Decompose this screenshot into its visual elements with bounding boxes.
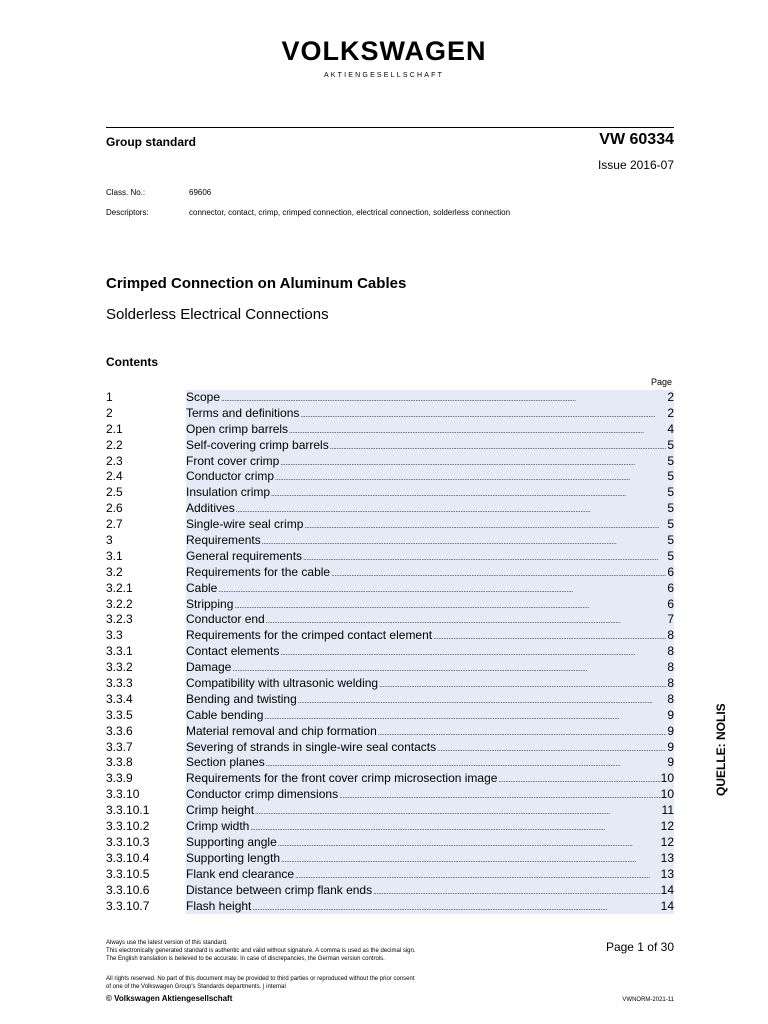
brand-logo [0,36,768,79]
toc-dot-leader [294,867,661,883]
toc-row [106,867,674,883]
toc-page-number: 5 [667,469,674,484]
toc-section-number: 3.3.1 [106,644,133,659]
toc-entry-title: Flash height [186,898,252,913]
document-number: VW 60334 [599,131,674,148]
toc-row [106,454,674,470]
descriptors-value: connector, contact, crimp, crimped connection, electrical connection, solderless connection [189,208,511,217]
toc-row [106,501,674,517]
toc-page-number: 14 [660,882,674,897]
toc-dot-leader [288,422,666,438]
toc-entry-title: Section planes [186,755,265,770]
toc-entry-title: Conductor end [186,612,265,627]
toc-row [106,851,674,867]
document-subtitle: Solderless Electrical Connections [106,306,329,323]
toc-entry-link[interactable] [186,899,674,915]
toc-page-number: 8 [667,660,674,675]
toc-entry-title: Crimp width [186,819,250,834]
descriptors-label: Descriptors: [106,208,149,217]
toc-entry-link[interactable] [186,676,674,692]
footer-note-authentic: This electronically generated standard is authentic and valid without signature. A comma is used as the decimal sign. [106,948,416,954]
source-side-label: QUELLE: NOLIS [714,703,728,796]
toc-entry-link[interactable] [186,644,674,660]
toc-entry-title: Open crimp barrels [186,421,289,436]
toc-section-number: 2.6 [106,501,123,516]
footer-note-latest: Always use the latest version of this standard. [106,940,228,946]
footer-rights-1: All rights reserved. No part of this document may be provided to third parties or reproduced without the prior consent [106,976,415,982]
toc-entry-title: Front cover crimp [186,453,280,468]
toc-entry-title: Scope [186,390,221,404]
toc-page-number: 8 [667,628,674,643]
toc-row [106,581,674,597]
page-indicator: Page 1 of 30 [605,940,674,954]
toc-section-number: 2.1 [106,421,123,436]
toc-dot-leader [497,771,660,787]
toc-dot-leader [274,469,666,485]
toc-entry-title: Requirements for the cable [186,564,331,579]
toc-entry-link[interactable] [186,485,674,501]
toc-dot-leader [432,628,666,644]
toc-section-number: 3.3.10.6 [106,882,150,897]
toc-section-number: 3.2 [106,564,123,579]
document-issue: Issue 2016-07 [597,158,674,172]
toc-page-number: 5 [667,548,674,563]
toc-entry-title: Self-covering crimp barrels [186,437,329,452]
toc-section-number: 2.3 [106,453,123,468]
toc-row [106,485,674,501]
toc-dot-leader [338,787,661,803]
toc-dot-leader [270,485,666,501]
page-column-label: Page [650,377,672,387]
toc-page-number: 9 [667,739,674,754]
toc-section-number: 3.3.3 [106,676,133,691]
toc-dot-leader [217,581,666,597]
toc-entry-link[interactable] [186,597,674,613]
toc-dot-leader [277,835,661,851]
toc-entry-link[interactable] [186,581,674,597]
toc-dot-leader [265,755,666,771]
toc-page-number: 7 [667,612,674,627]
document-type: Group standard [106,135,197,149]
toc-page-number: 2 [667,405,674,420]
toc-row [106,597,674,613]
toc-entry-link[interactable] [186,628,674,644]
toc-page-number: 4 [667,421,674,436]
toc-page-number: 5 [667,517,674,532]
toc-entry-link[interactable] [186,867,674,883]
toc-section-number: 2 [106,405,113,420]
toc-dot-leader [220,390,666,406]
toc-row [106,740,674,756]
header-rule [106,127,674,128]
toc-row [106,644,674,660]
toc-page-number: 9 [667,707,674,722]
toc-page-number: 5 [667,453,674,468]
toc-entry-title: Requirements for the crimped contact element [186,628,433,643]
toc-entry-title: Conductor crimp dimensions [186,787,339,802]
toc-section-number: 3.3.2 [106,660,133,675]
toc-page-number: 5 [667,501,674,516]
toc-row [106,755,674,771]
toc-row [106,533,674,549]
footer-copyright: © Volkswagen Aktiengesellschaft [106,994,233,1003]
document-title: Crimped Connection on Aluminum Cables [106,275,407,292]
toc-dot-leader [261,533,666,549]
toc-page-number: 9 [667,755,674,770]
toc-section-number: 3.3.10.4 [106,850,150,865]
toc-section-number: 3.2.1 [106,580,133,595]
toc-dot-leader [299,406,666,422]
toc-section-number: 3.3.9 [106,771,133,786]
toc-row [106,390,674,406]
toc-section-number: 3 [106,533,113,548]
toc-entry-link[interactable] [186,469,674,485]
toc-section-number: 2.2 [106,437,123,452]
toc-entry-link[interactable] [186,454,674,470]
toc-entry-title: Terms and definitions [186,405,300,420]
toc-entry-title: Cable [186,580,218,595]
toc-dot-leader [254,803,662,819]
toc-row [106,724,674,740]
toc-entry-title: Single-wire seal crimp [186,517,304,532]
toc-row [106,708,674,724]
toc-dot-leader [303,517,666,533]
toc-entry-link[interactable] [186,422,674,438]
toc-entry-title: Crimp height [186,803,255,818]
toc-row [106,819,674,835]
toc-entry-title: General requirements [186,548,303,563]
toc-row [106,517,674,533]
toc-entry-title: Distance between crimp flank ends [186,882,373,897]
toc-page-number: 12 [660,834,674,849]
toc-dot-leader [251,899,660,915]
toc-row [106,692,674,708]
toc-entry-link[interactable] [186,692,674,708]
toc-page-number: 8 [667,644,674,659]
toc-dot-leader [263,708,666,724]
toc-entry-title: Conductor crimp [186,469,275,484]
toc-row [106,835,674,851]
toc-entry-title: Cable bending [186,707,264,722]
toc-entry-title: Contact elements [186,644,280,659]
toc-section-number: 3.2.3 [106,612,133,627]
toc-entry-link[interactable] [186,517,674,533]
form-code: VWNORM-2021-11 [622,997,674,1003]
toc-dot-leader [249,819,660,835]
toc-dot-leader [279,644,666,660]
toc-entry-link[interactable] [186,501,674,517]
toc-dot-leader [297,692,666,708]
toc-entry-link[interactable] [186,565,674,581]
contents-heading: Contents [106,355,158,369]
toc-dot-leader [302,549,666,565]
toc-row [106,660,674,676]
toc-section-number: 3.3.6 [106,723,133,738]
toc-row [106,438,674,454]
toc-dot-leader [436,740,666,756]
toc-entry-link[interactable] [186,787,674,803]
toc-entry-title: Compatibility with ultrasonic welding [186,676,379,691]
toc-page-number: 9 [667,723,674,738]
toc-section-number: 3.3.4 [106,691,133,706]
toc-section-number: 3.3.10.5 [106,866,150,881]
toc-row [106,628,674,644]
toc-entry-link[interactable] [186,660,674,676]
toc-entry-link[interactable] [186,438,674,454]
toc-page-number: 5 [667,437,674,452]
toc-dot-leader [329,438,666,454]
toc-section-number: 3.3.8 [106,755,133,770]
toc-entry-title: Insulation crimp [186,485,271,500]
toc-page-number: 13 [660,866,674,881]
toc-section-number: 1 [106,390,113,404]
toc-section-number: 3.3.10.7 [106,898,150,913]
toc-page-number: 11 [661,803,674,818]
toc-row [106,565,674,581]
toc-entry-title: Requirements [186,533,261,548]
toc-entry-link[interactable] [186,883,674,899]
toc-dot-leader [280,851,661,867]
toc-row [106,787,674,803]
brand-name: VOLKSWAGEN [281,36,487,66]
toc-entry-link[interactable] [186,406,674,422]
toc-dot-leader [377,724,666,740]
toc-page-number: 5 [667,485,674,500]
toc-entry-title: Severing of strands in single-wire seal contacts [186,739,437,754]
toc-entry-link[interactable] [186,835,674,851]
toc-entry-title: Supporting length [186,850,281,865]
toc-entry-link[interactable] [186,612,674,628]
toc-row [106,406,674,422]
toc-page-number: 6 [667,596,674,611]
toc-page-number: 2 [667,390,674,404]
brand-subtitle: AKTIENGESELLSCHAFT [323,72,445,79]
toc-dot-leader [235,501,666,517]
toc-entry-title: Damage [186,660,232,675]
table-of-contents [106,390,674,914]
toc-entry-link[interactable] [186,851,674,867]
toc-entry-link[interactable] [186,533,674,549]
toc-row [106,899,674,915]
toc-row [106,676,674,692]
toc-entry-title: Bending and twisting [186,691,297,706]
toc-entry-title: Flank end clearance [186,866,295,881]
toc-entry-link[interactable] [186,708,674,724]
toc-section-number: 3.2.2 [106,596,133,611]
toc-entry-link[interactable] [186,803,674,819]
toc-section-number: 3.3.10 [106,787,140,802]
toc-entry-link[interactable] [186,740,674,756]
toc-entry-title: Material removal and chip formation [186,723,377,738]
toc-page-number: 14 [660,898,674,913]
toc-row [106,469,674,485]
class-number-value: 69606 [189,188,212,197]
toc-entry-link[interactable] [186,724,674,740]
toc-section-number: 3.3.7 [106,739,133,754]
toc-page-number: 12 [660,819,674,834]
toc-entry-title: Additives [186,501,235,516]
toc-entry-link[interactable] [186,549,674,565]
toc-page-number: 8 [667,676,674,691]
toc-dot-leader [279,454,666,470]
toc-entry-link[interactable] [186,755,674,771]
toc-section-number: 3.3.5 [106,707,133,722]
toc-dot-leader [330,565,666,581]
toc-entry-link[interactable] [186,819,674,835]
toc-page-number: 6 [667,580,674,595]
toc-dot-leader [231,660,666,676]
toc-row [106,771,674,787]
toc-entry-link[interactable] [186,771,674,787]
toc-page-number: 5 [667,533,674,548]
toc-row [106,612,674,628]
toc-page-number: 6 [667,564,674,579]
toc-section-number: 3.1 [106,548,123,563]
toc-dot-leader [378,676,666,692]
toc-page-number: 10 [660,771,674,786]
toc-entry-title: Supporting angle [186,834,277,849]
toc-row [106,803,674,819]
toc-section-number: 2.4 [106,469,123,484]
class-number-label: Class. No.: [106,188,146,197]
toc-entry-link[interactable] [186,390,674,406]
toc-row [106,549,674,565]
toc-entry-title: Stripping [186,596,234,611]
toc-row [106,883,674,899]
toc-row [106,422,674,438]
toc-section-number: 3.3.10.1 [106,803,150,818]
toc-section-number: 3.3.10.3 [106,834,150,849]
toc-dot-leader [372,883,661,899]
toc-page-number: 10 [660,787,674,802]
footer-note-translation: The English translation is believed to be accurate. In case of discrepancies, the German version controls. [106,956,385,962]
toc-section-number: 2.5 [106,485,123,500]
toc-section-number: 3.3 [106,628,123,643]
toc-section-number: 3.3.10.2 [106,819,150,834]
toc-dot-leader [233,597,666,613]
footer-rights-2: of one of the Volkswagen Group's Standards departments. | internal [106,984,286,990]
toc-section-number: 2.7 [106,517,123,532]
toc-page-number: 8 [667,691,674,706]
toc-entry-title: Requirements for the front cover crimp microsection image [186,771,498,786]
toc-page-number: 13 [660,850,674,865]
toc-dot-leader [265,612,666,628]
